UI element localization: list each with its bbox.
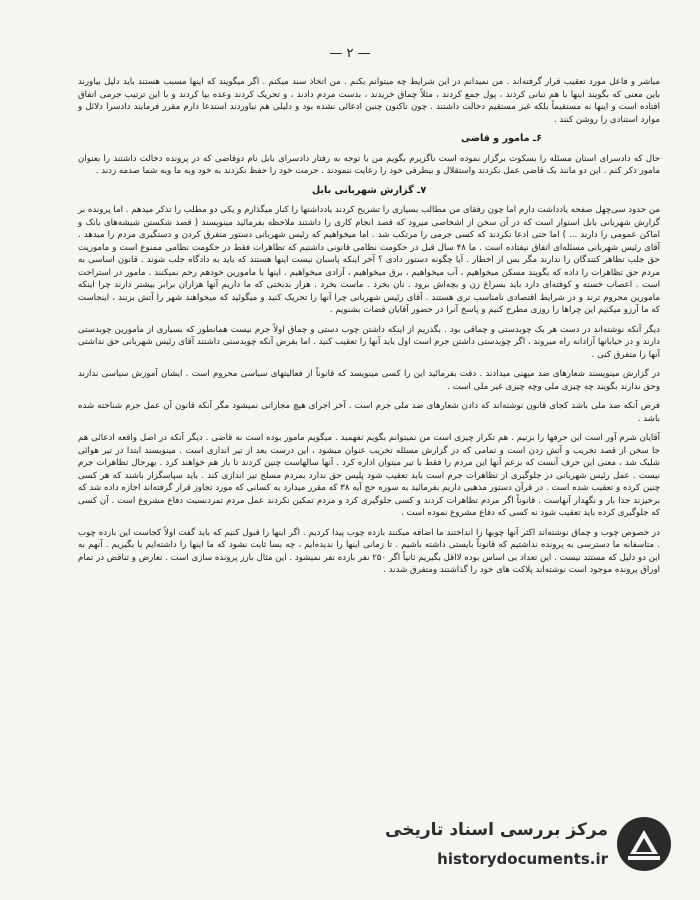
document-body: [78, 76, 660, 584]
body-paragraph: میاشر و فاعل مورد تعقیب قرار گرفته‌اند . من نمیدانم در این شرایط چه میتوانم بکنم . من اتخاذ سند میکنم . اگر میگویند که اینها مسبب هستند باید دلیل بیاورند باین معنی که بگویند اینها با هم تبانی کردند ، پول جمع کردند ، مثلاً چماق خریدند ، بدست مردم دادند ، و تحریک کردند وعده بپا کردند و با این ترتیب جرمی اتفاق افتاده است و اینها نه مستقیماً بلکه غیر مستقیم دخالت داشتند . چون تاکنون چنین ادعائی نشده بود و دلیلی هم نیاوردند استدعا دارم مقرر فرمایند دادسرا دلائل و موارد استنادی را روشن کنند .: [78, 77, 660, 125]
body-paragraph: حال که دادسرای استان مسئله را بسکوت برگزار نموده است ناگزیرم بگویم من با توجه به رفتار دادسرای بابل نام دوقاضی که در پرونده دخالت داشتند را بعنوان مامور ذکر کنم . این دو مانند یک قاضی عمل نکردند واستقلال و بیطرفی خود را رعایت ننمودند . حرمت خود را حفظ نکردند به خود وبه ما وبه شما صدمه زدند .: [78, 153, 660, 176]
archive-watermark: [374, 810, 674, 878]
archive-logo-icon: [614, 814, 674, 874]
section-heading: ۷ـ گزارش شهربانی بابل: [311, 184, 427, 196]
body-paragraph: من حدود سی‌چهل صفحه یادداشت دارم اما چون رفقای من مطالب بسیاری را تشریح کردند یادداشتها را کنار میگذارم و یکی دو مطلب را تذکر میدهم . اما پرونده بر گزارش شهربانی بابل استوار است که در آن سخن از اشخاصی میرود که قصد انجام کاری را داشتند ملاحظه بفرمائید مینویسند ( قصد شکستن شیشه‌های بانک و اماکن عمومی را دارند ... ) اما حتی ادعا نکردند که کسی جرمی را مرتکب شد . اما میخواهیم که رئیس شهربانی دستور متفرق کردن و دستگیری مردم را میدهد . آقای رئیس شهربانی مسئله‌ای اتفاق نیفتاده است . ما ۴۸ سال قبل در حکومت نظامی قانونی داشتیم که تظاهرات فقط در حکومت نظامی ممنوع است و ماموریت حق جلب تظاهر کنندگان را ندارند مگر بس از اخطار . آیا چگونه دستور دادی ؟ آخر اینکه پاسبان نیست اینها هستند که باید به دادگاه جلب شوند . قانون اساسی به مردم حق تظاهرات را داده که بگویند مسکن میخواهیم ، آب میخواهیم ، برق میخواهیم ، آزادی میخواهیم . اینها با مامورین خودهم رحم نمیکنند . مامور در استراحت است . اعصاب خسته و کوفته‌ای دارد باید بسراغ زن و بچه‌اش برود . نان بخرد . ماست بخرد . هزار بدبختی که ما داریم آنها هزاران برابر بیشتر دارند چرا اینکه مامورین محروم ترند و در شرایط اقتصادی نامناسب تری هستند . آقای رئیس شهربانی چرا آنها را تحریک کنید و میگوئید که میخواهند شهر را آتش بزنند ، اینجاست که ما آرزو میکنیم این چراها را روزی مطرح کنیم و پاسخ آنرا در حضور آقایان قضات بشنویم .: [78, 205, 660, 315]
body-paragraph: در گزارش مینویسند شعارهای ضد میهنی میدادند . دقت بفرمائید این را کسی مینویسد که قانوناً از فعالیتهای سیاسی محروم است . ایشان آموزش سیاسی ندارند وحق ندارند بگویند چه چیزی ملی وچه چیزی غیر ملی است .: [78, 369, 660, 392]
body-paragraph: دیگر آنکه نوشته‌اند در دست هر یک چوبدستی و چماقی بود . بگذریم از اینکه داشتن چوب دستی و چماق اولاً جرم نیست همانطور که بسیاری از مامورین چوبدستی دارند و در خیابانها آزادانه راه میروند ، اگر چوبدستی داشتن جرم است اول باید آنها را تعقیب کنید . اما بفرض آنکه چوبدستی داشتند آقای رئیس شهربانی حق نداشتی آنها را متفرق کنی .: [78, 324, 660, 360]
archive-title: مرکز بررسی اسناد تاریخی: [385, 820, 608, 840]
archive-url: historydocuments.ir: [437, 850, 608, 868]
page-number: — ۲ —: [329, 46, 371, 61]
body-paragraph: فرض آنکه ضد ملی باشد کجای قانون نوشته‌اند که دادن شعارهای ضد ملی جرم است . آخر اجرای هیچ مجازاتی نمیشود مگر آنکه قانون آن عمل جرم شناخته شده باشد .: [78, 401, 660, 424]
body-paragraph: در خصوص چوب و چماق نوشته‌اند اکثر آنها چوبها را انداختند ما اضافه میکنند بازده چوب پیدا کردیم . اگر اینها را قبول کنیم که باید گفت اولاً کجاست این بازده چوب . متاسفانه ما دسترسی به پرونده نداشتیم که قانوناً بایستی داشته باشیم . تا زمانی اینها را ندیده‌ایم ، چه بسا ثابت نشود که ما اینها را داشته‌ایم یا بگیریم . آنهم به این دو دلیل که مستند نیست . این تعداد بی اساس بوده لااقل بگیریم ثانیاً اگر ۲۵۰ نفر بازده نفر نمیشود . این مثال بارز پرونده سازی است . تعارض و تناقض در تمام اوراق پرونده موجود است نوشته‌اند پلاکت های خود را گذاشتند ومتفرق شدند .: [78, 527, 661, 575]
section-heading: ۶ـ مامور و قاضی: [460, 133, 542, 144]
body-paragraph: آقایان شرم آور است این حرفها را بزنیم . هم تکرار چیزی است من نمیتوانم بگویم نفهمید . میگویم مامور بوده است نه قاضی . دیگر آنکه در اصل واقعه ادعائی هم جا سخن از قصد تخریب و آتش زدن است و تمامی که در گزارش مسئله تخریب عنوان میشود ، این درست بعد از تیر اندازی است . مینویسند ابتدا در تیر هوائی شلیک شد ، معنی این حرف آنست که بزعم آنها این مردم را فقط با تیر میتوان اداره کرد . آنها سالهاست چنین کردند تا باز هم خواهند کرد . بهرحال تظاهرات جرم نیست . عمل رئیس شهربانی در جلوگیری از تظاهرات جرم است باید تعقیب شود پلیس حق ندارد بمردم مسلح تیر اندازی کند . باید سپاسگزار باشند که هر کسی چنین کرده و تعقیب شده است . در قرآن دستور مذهبی داریم بفرمائید به سوره حج آیه ۳۸ که مقرر میدارد به کسانی که مورد تجاوز قرار گرفته‌اند اجازه داده شد که برخیزند جدا بار و نگهدار آنهاست . قانوناً اگر مردم تظاهرات کردند و کسی جلوگیری کرد و مردم تمکین نکردند عمل مردم تمردنسیت دفاع مشروع است . آن کسی که جلوگیری کرده باید تعقیب شود نه کسی که دفاع مشروع نموده است .: [78, 433, 661, 518]
